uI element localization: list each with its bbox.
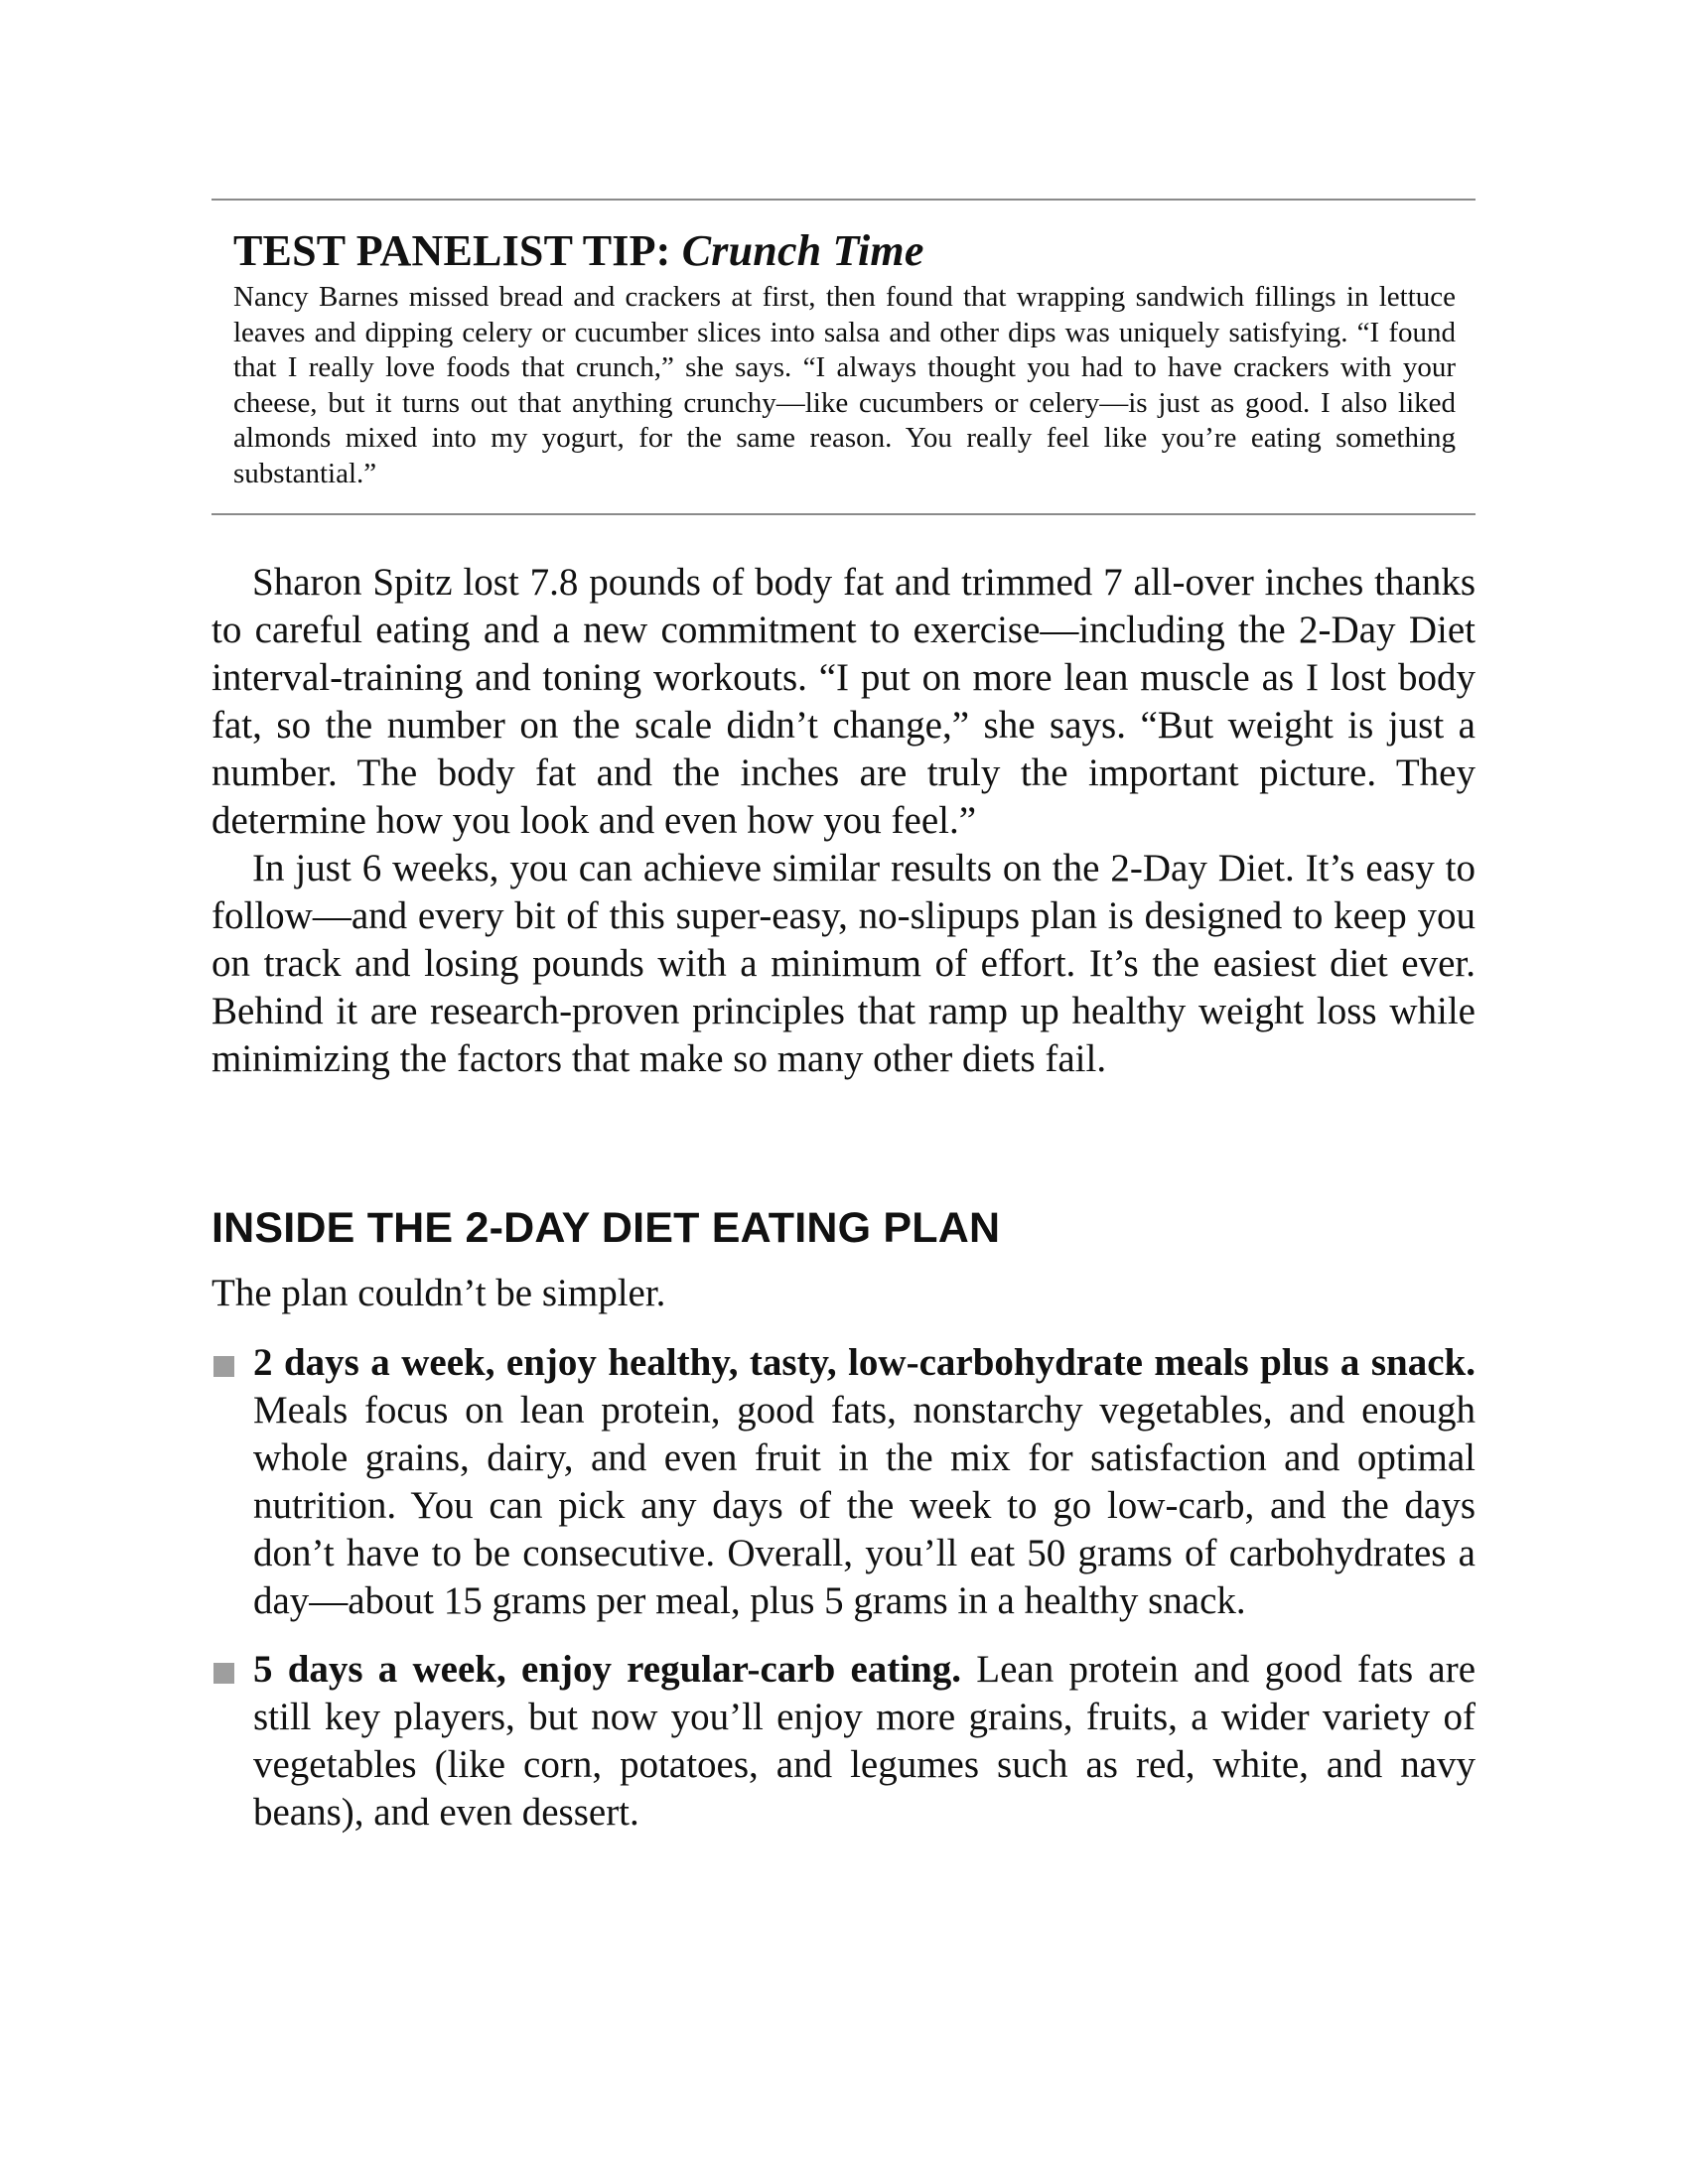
- bullet-text: Meals focus on lean protein, good fats, nonstarchy vegetables, and enough whole grains, dairy, and even fruit in the mix for satisfaction and optimal nutrition. You can pick any days of the week to go low-carb, and the days don’t have to be consecutive. Overall, you’ll eat 50 grams of carbohydrates a day—about 15 grams per meal, plus 5 grams in a healthy snack.: [253, 1389, 1476, 1622]
- square-bullet-icon: [213, 1663, 234, 1684]
- bullet-lead: 2 days a week, enjoy healthy, tasty, low-carbohydrate meals plus a snack.: [253, 1341, 1476, 1384]
- tip-box-body: Nancy Barnes missed bread and crackers at first, then found that wrapping sandwich fillings in lettuce leaves and dipping celery or cucumber slices into salsa and other dips was uniquely satisfying. “I found that I really love foods that crunch,” she says. “I always thought you had to have crackers with your cheese, but it turns out that anything crunchy—like cucumbers or celery—is just as good. I also liked almonds mixed into my yogurt, for the same reason. You really feel like you’re eating something substantial.”: [233, 281, 1456, 489]
- bullet-list: [211, 1339, 1476, 1857]
- body-paragraph: In just 6 weeks, you can achieve similar results on the 2-Day Diet. It’s easy to follow—and every bit of this super-easy, no-slipups plan is designed to keep you on track and losing pounds with a minimum of effort. It’s the easiest diet ever. Behind it are research-proven principles that ramp up healthy weight loss while minimizing the factors that make so many other diets fail.: [211, 847, 1476, 1080]
- bullet-text: Lean protein and good fats are still key players, but now you’ll enjoy more grains, fruits, a wider variety of vegetables (like corn, potatoes, and legumes such as red, white, and navy beans), and even dessert.: [253, 1648, 1476, 1834]
- bullet-lead: 5 days a week, enjoy regular-carb eating.: [253, 1648, 962, 1691]
- section-intro: The plan couldn’t be simpler.: [211, 1272, 666, 1314]
- body-text: [211, 559, 1476, 1083]
- tip-box-title: [233, 224, 1456, 278]
- section-heading: INSIDE THE 2-DAY DIET EATING PLAN: [211, 1204, 1001, 1252]
- tip-box-top-rule: [211, 199, 1476, 201]
- body-paragraph: Sharon Spitz lost 7.8 pounds of body fat and trimmed 7 all-over inches thanks to careful eating and a new commitment to exercise—including the 2-Day Diet interval-training and toning workouts. “I put on more lean muscle as I lost body fat, so the number on the scale didn’t change,” she says. “But weight is just a number. The body fat and the inches are truly the important picture. They determine how you look and even how you feel.”: [211, 561, 1476, 842]
- bullet-item: [211, 1339, 1476, 1625]
- bullet-item: [211, 1646, 1476, 1837]
- square-bullet-icon: [213, 1356, 234, 1377]
- tip-box-title-suffix: Crunch Time: [681, 226, 924, 275]
- tip-box: [233, 224, 1456, 491]
- tip-box-bottom-rule: [211, 513, 1476, 515]
- tip-box-title-prefix: TEST PANELIST TIP:: [233, 226, 671, 275]
